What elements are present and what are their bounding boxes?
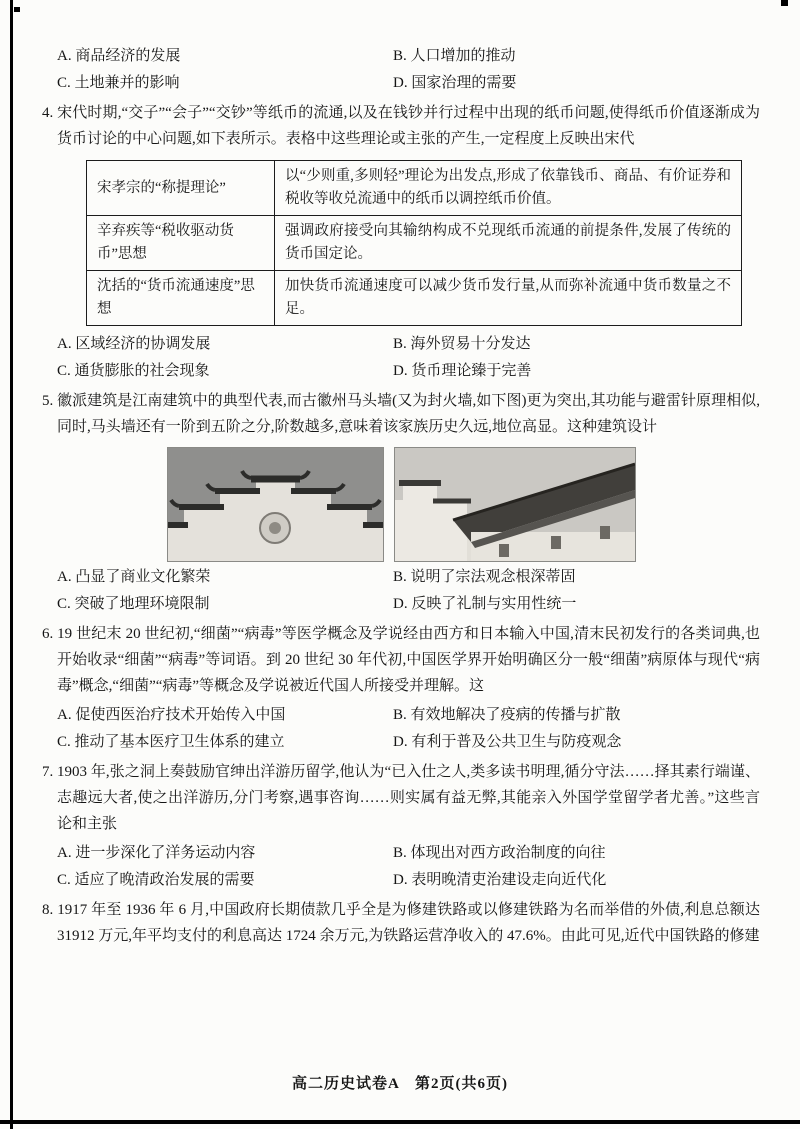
q7-stem: 7. 1903 年,张之洞上奏鼓励官绅出洋游历留学,他认为“已入仕之人,类多读书明理,循分守法……择其素行端谨、志趣远大者,使之出洋游历,分门考察,遇事咨询……则实属有益无弊,其能亲入外国学堂留学者尤善。”这些言论和主张 (42, 764, 760, 832)
q8-stem: 8. 1917 年至 1936 年 6 月,中国政府长期债款几乎全是为修建铁路或以修建铁路为名而举借的外债,利息总额达 31912 万元,年平均支付的利息高达 1724 余万元,为铁路运营净收入的 47.6%。由此可见,近代中国铁路的修建 (42, 902, 760, 944)
q3-option-b: B. 人口增加的推动 (393, 48, 516, 64)
q6-option-a: A. 促使西医治疗技术开始传入中国 (57, 707, 286, 723)
q5-options (57, 565, 760, 616)
q3-options (57, 44, 760, 95)
q3-option-a: A. 商品经济的发展 (57, 48, 181, 64)
q4-option-a: A. 区域经济的协调发展 (57, 336, 211, 352)
scan-artifact-top-left (14, 7, 20, 12)
q3-option-d: D. 国家治理的需要 (393, 75, 517, 91)
q5-option-c: C. 突破了地理环境限制 (57, 596, 210, 612)
table-term-cell: 沈括的“货币流通速度”思想 (87, 271, 275, 326)
q4-option-c: C. 通货膨胀的社会现象 (57, 363, 210, 379)
q7-options (57, 841, 760, 892)
table-term-cell: 宋孝宗的“称提理论” (87, 161, 275, 216)
scan-artifact-bottom-edge (0, 1120, 800, 1124)
table-row (87, 216, 742, 271)
page-content (42, 40, 760, 949)
q6-option-c: C. 推动了基本医疗卫生体系的建立 (57, 734, 285, 750)
q7-option-c: C. 适应了晚清政治发展的需要 (57, 872, 255, 888)
q6-stem: 6. 19 世纪末 20 世纪初,“细菌”“病毒”等医学概念及学说经由西方和日本输入中国,清末民初发行的各类词典,也开始收录“细菌”“病毒”等词语。到 20 世纪 30 年代初,中国医学界开始明确区分一般“细菌”病原体与现代“病毒”概念,“细菌”“病毒”等概念及学说被近代国人所接受并理解。这 (42, 626, 760, 694)
q5-option-b: B. 说明了宗法观念根深蒂固 (393, 569, 576, 585)
question-6 (42, 621, 760, 754)
table-term-cell: 辛弃疾等“税收驱动货币”思想 (87, 216, 275, 271)
q7-option-a: A. 进一步深化了洋务运动内容 (57, 845, 256, 861)
q7-option-d: D. 表明晚清吏治建设走向近代化 (393, 872, 607, 888)
scan-artifact-top-right (781, 0, 788, 6)
table-desc-cell: 强调政府接受向其输纳构成不兑现纸币流通的前提条件,发展了传统的货币国定论。 (275, 216, 742, 271)
horse-head-wall-photo-right (395, 448, 635, 561)
page-footer: 高二历史试卷A 第2页(共6页) (292, 1076, 508, 1092)
q5-stem: 5. 徽派建筑是江南建筑中的典型代表,而古徽州马头墙(又为封火墙,如下图)更为突出,其功能与避雷针原理相似,同时,马头墙还有一阶到五阶之分,阶数越多,意味着该家族历史久远,地位高显。这种建筑设计 (42, 393, 760, 435)
table-row (87, 161, 742, 216)
q4-stem: 4. 宋代时期,“交子”“会子”“交钞”等纸币的流通,以及在钱钞并行过程中出现的纸币问题,使得纸币价值逐渐成为货币讨论的中心问题,如下表所示。表格中这些理论或主张的产生,一定程度上反映出宋代 (42, 105, 760, 147)
q4-option-b: B. 海外贸易十分发达 (393, 336, 531, 352)
question-4 (42, 100, 760, 383)
question-8 (42, 897, 760, 949)
scan-artifact-left-edge (10, 0, 13, 1129)
q6-option-d: D. 有利于普及公共卫生与防疫观念 (393, 734, 622, 750)
q3-option-c: C. 土地兼并的影响 (57, 75, 180, 91)
q5-option-d: D. 反映了礼制与实用性统一 (393, 596, 577, 612)
horse-head-wall-photo-left (168, 448, 383, 561)
q5-photos (42, 448, 760, 561)
q4-theory-table (86, 160, 742, 326)
q4-option-d: D. 货币理论臻于完善 (393, 363, 532, 379)
q5-option-a: A. 凸显了商业文化繁荣 (57, 569, 211, 585)
table-desc-cell: 以“少则重,多则轻”理论为出发点,形成了依靠钱币、商品、有价证券和税收等收兑流通中的纸币以调控纸币价值。 (275, 161, 742, 216)
table-row (87, 271, 742, 326)
question-7 (42, 759, 760, 892)
q4-options (57, 332, 760, 383)
q6-option-b: B. 有效地解决了疫病的传播与扩散 (393, 707, 621, 723)
table-desc-cell: 加快货币流通速度可以减少货币发行量,从而弥补流通中货币数量之不足。 (275, 271, 742, 326)
q6-options (57, 703, 760, 754)
question-5 (42, 388, 760, 616)
q7-option-b: B. 体现出对西方政治制度的向往 (393, 845, 606, 861)
